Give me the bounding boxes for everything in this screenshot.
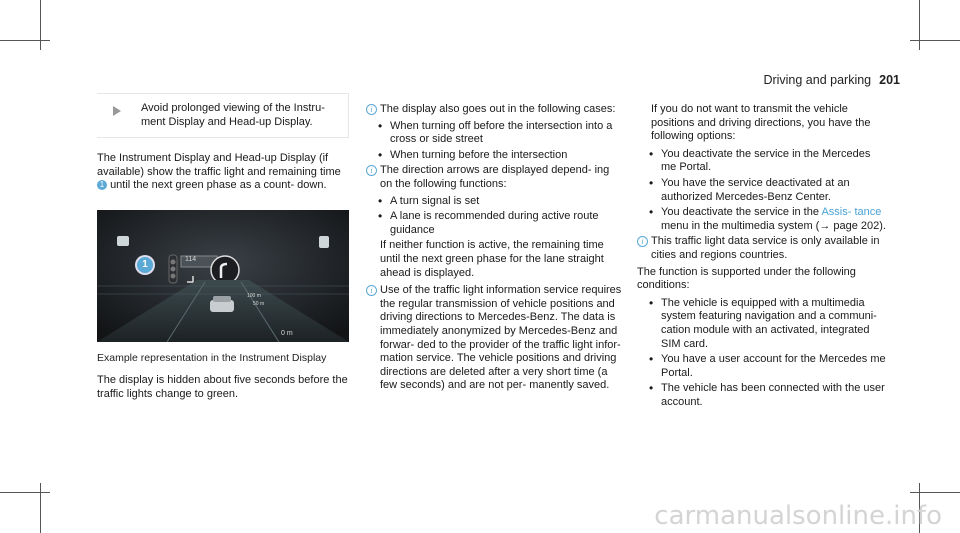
assistance-menu-link[interactable]: Assis- tance (821, 206, 882, 219)
crop-mark (919, 0, 920, 50)
paragraph (97, 152, 349, 193)
column-1-bottom (97, 374, 349, 405)
crop-mark (40, 0, 41, 50)
section-title: Driving and parking (763, 73, 872, 87)
column-2 (366, 103, 624, 396)
bullet-list (637, 297, 887, 410)
info-icon: i (366, 104, 377, 115)
list-item-text: You deactivate the service in the (661, 206, 819, 219)
list-item: • The vehicle has been connected with the user account. (637, 382, 887, 409)
paragraph-text: until the next green phase as a count- down. (110, 179, 327, 192)
info-text: The direction arrows are displayed depend- ing on the following functions: (380, 164, 610, 190)
crop-mark (40, 483, 41, 533)
paragraph: If you do not want to transmit the vehicle positions and driving directions, you have the following options: (651, 103, 871, 143)
crop-mark (910, 492, 960, 493)
info-text: The display also goes out in the following cases: (380, 103, 616, 115)
list-item-text: menu in the multimedia system (→ page 202). (661, 219, 886, 232)
distance-marker: 0 m (281, 330, 293, 337)
callout-number: 1 (97, 180, 107, 190)
list-item: • When turning before the intersection (366, 149, 624, 163)
list-item: • You have a user account for the Mercedes me Portal. (637, 353, 887, 380)
play-icon (113, 106, 121, 116)
column-3 (637, 103, 887, 411)
info-icon: i (366, 165, 377, 176)
page-number: 201 (879, 73, 900, 87)
crop-mark (0, 40, 50, 41)
info-note (366, 284, 624, 393)
info-icon: i (366, 285, 377, 296)
list-item: • When turning off before the intersection into a cross or side street (366, 120, 624, 147)
info-note (366, 103, 624, 117)
paragraph: The function is supported under the following conditions: (637, 265, 856, 292)
info-text: Use of the traffic light information service requires the regular transmission of vehicle positions and driving directions to Mercedes-Benz. The data is immediately anonymized by Mercedes-Benz and forwar- ded to the provider of the traffic light infor- mation service. The vehicle positions and driving directions are deleted after a very short time (a few seconds) and are not per- manently saved. (380, 284, 622, 392)
column-1 (97, 93, 349, 197)
paragraph: The display is hidden about five seconds before the traffic lights change to green. (97, 374, 348, 400)
distance-marker: 100 m (247, 293, 261, 299)
bullet-list (637, 148, 887, 234)
warning-text: Avoid prolonged viewing of the Instru- ment Display and Head-up Display. (141, 102, 325, 128)
page-header (763, 73, 900, 87)
info-icon: i (637, 236, 648, 247)
info-note (366, 164, 624, 191)
instrument-display-image (97, 210, 349, 342)
list-item: • You deactivate the service in the Mercedes me Portal. (637, 148, 887, 175)
image-callout-1: 1 (137, 257, 153, 273)
paragraph: If neither function is active, the remaining time until the next green phase for the lane straight ahead is displayed. (380, 239, 604, 279)
info-text: This traffic light data service is only available in cities and regions countries. (651, 235, 880, 261)
watermark: carmanualsonline.info (654, 501, 942, 531)
paragraph-text: The Instrument Display and Head-up Display (if available) show the traffic light and remaining time (97, 152, 341, 178)
crop-mark (910, 40, 960, 41)
list-item: • A lane is recommended during active route guidance (366, 210, 624, 237)
info-note (637, 235, 887, 262)
distance-box-label: 114 (185, 256, 197, 263)
list-item: • You have the service deactivated at an authorized Mercedes-Benz Center. (637, 177, 887, 204)
list-item: • A turn signal is set (366, 195, 624, 209)
bullet-list (366, 120, 624, 163)
distance-marker: 50 m (253, 301, 265, 307)
list-item: • The vehicle is equipped with a multimedia system featuring navigation and a communi- cation module with an activated, integrated SIM card. (637, 297, 887, 351)
cluster-graphics (97, 210, 349, 342)
crop-mark (0, 492, 50, 493)
image-caption: Example representation in the Instrument Display (97, 352, 327, 364)
bullet-list (366, 195, 624, 238)
warning-box (97, 93, 349, 138)
list-item (637, 206, 887, 233)
